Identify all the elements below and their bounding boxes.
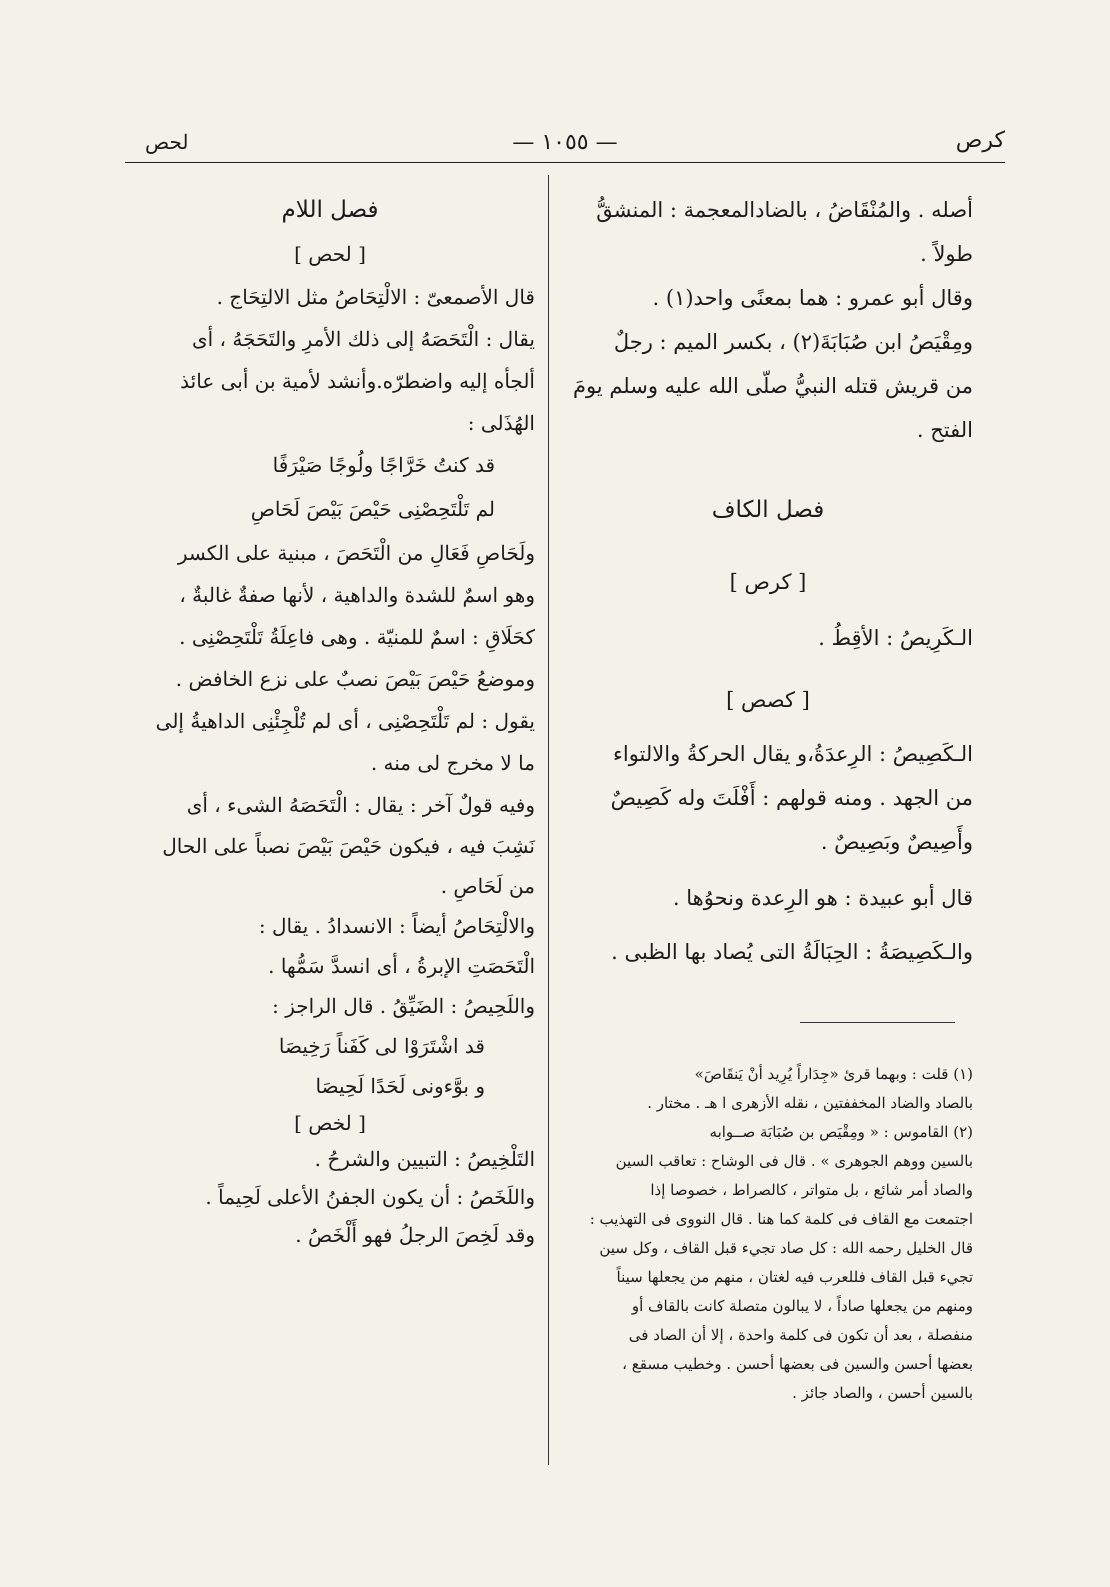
- page-number: — ١٠٥٥ —: [512, 130, 618, 155]
- text-line: ما لا مخرج لى منه .: [370, 751, 535, 775]
- right-column: [563, 188, 973, 974]
- text-line: الـكَصِيصُ : الرِعدَةُ،و يقال الحركةُ والالتواء: [612, 742, 973, 766]
- text-line: وهو اسمٌ للشدة والداهية ، لأنها صفةٌ غالبةٌ ،: [179, 583, 535, 607]
- entry-heading: [ كرص ]: [729, 570, 807, 594]
- left-column: [125, 188, 535, 1254]
- verse-line: لم تَلْتَحِصْنِى حَيْصَ بَيْصَ لَحَاصِ: [250, 497, 495, 521]
- text-line: واللَحِيصُ : الضَيِّقُ . قال الراجز :: [272, 994, 535, 1018]
- text-line: التَلْخِيصُ : التبيين والشرحُ .: [314, 1147, 535, 1171]
- text-line: ومِقْيَصُ ابن صُبَابَةَ(٢) ، بكسر الميم : رجلٌ: [613, 330, 973, 354]
- text-line: يقال : الْتَحَصَهُ إلى ذلك الأمرِ والتَحَجَهُ ، أى: [191, 327, 535, 351]
- text-line: يقول : لم تَلْتَحِصْنِى ، أى لم تُلْجِئْنِى الداهيةُ إلى: [155, 709, 535, 733]
- verse-line: قد اشْتَرَوْا لى كَفَناً رَخِيصَا: [278, 1034, 485, 1058]
- text-line: واللَخَصُ : أن يكون الجفنُ الأعلى لَحِيماً .: [205, 1185, 535, 1209]
- text-line: من قريش قتله النبيُّ صلّى الله عليه وسلم يومَ الفتح .: [572, 374, 973, 442]
- text-line: وأَصِيصٌ وبَصِيصٌ .: [820, 830, 973, 854]
- footnotes: [563, 1060, 973, 1408]
- text-line: ولَحَاصِ فَعَالِ من الْتَحَصَ ، مبنية على الكسر: [177, 541, 535, 565]
- page-header: [125, 128, 1005, 158]
- text-line: والالْتِحَاصُ أيضاً : الانسدادُ . يقال :: [258, 914, 535, 938]
- text-line: نَشِبَ فيه ، فيكون حَيْصَ بَيْصَ نصباً على الحال: [162, 834, 535, 858]
- footnote-line: (١) قلت : وبهما قرئ «جِدَاراً يُرِيد أنْ يَنقَاصَ»: [694, 1065, 973, 1083]
- footnote-line: والصاد أمر شائع ، بل متواتر ، كالصراط ، خصوصا إذا: [650, 1181, 973, 1199]
- column-divider: [548, 175, 549, 1465]
- text-line: قال الأصمعىّ : الالْتِحَاصُ مثل الالتِحَاج .: [216, 285, 535, 309]
- verse-line: قد كنتُ خَرَّاجًا ولُوجًا صَيْرَفًا: [272, 453, 495, 477]
- entry-heading: [ لحص ]: [294, 242, 366, 266]
- text-line: الْتَحَصَتِ الإبرةُ ، أى انسدَّ سَمُّها .: [268, 954, 535, 978]
- header-right-word: كرص: [955, 128, 1005, 153]
- entry-heading: [ لخص ]: [294, 1111, 366, 1135]
- text-line: وقد لَخِصَ الرجلُ فهو أَلْخَصُ .: [295, 1223, 535, 1247]
- text-line: أصله . والمُنْقَاضُ ، بالضادالمعجمة : المنشقُّ طولاً .: [596, 198, 973, 266]
- header-rule: [125, 162, 1005, 163]
- entry-heading: [ كصص ]: [726, 688, 810, 712]
- footnote-line: تجيء قبل القاف فللعرب فيه لغتان ، منهم من يجعلها سيناً: [616, 1268, 973, 1286]
- footnote-rule: [800, 1022, 955, 1023]
- header-left-word: لحص: [145, 130, 189, 154]
- footnote-line: ومنهم من يجعلها صاداً ، لا يبالون متصلة كانت بالقاف أو: [631, 1297, 973, 1315]
- footnote-line: منفصلة ، بعد أن تكون فى كلمة واحدة ، إلا أن الصاد فى: [628, 1326, 973, 1344]
- text-line: وفيه قولٌ آخر : يقال : الْتَحَصَهُ الشىء ، أى: [186, 793, 535, 817]
- footnote-line: اجتمعت مع القاف فى كلمة كما هنا . قال النووى فى التهذيب :: [589, 1210, 973, 1228]
- text-line: وموضعُ حَيْصَ بَيْصَ نصبٌ على نزع الخافض .: [175, 667, 535, 691]
- footnote-line: (٢) القاموس : « ومِقْيَص بن صُبَابَة صــوابه: [709, 1123, 973, 1141]
- section-title-kaf: فصل الكاف: [711, 497, 825, 523]
- section-title-lam: فصل اللام: [281, 197, 379, 223]
- text-line: وقال أبو عمرو : هما بمعنًى واحد(١) .: [652, 286, 973, 310]
- footnote-line: بالسين ووهم الجوهرى » . قال فى الوشاح : تعاقب السين: [615, 1152, 973, 1170]
- footnote-line: بالصاد والضاد المخففتين ، نقله الأزهرى ا هـ . مختار .: [647, 1094, 973, 1112]
- footnote-line: قال الخليل رحمه الله : كل صاد تجيء قبل القاف ، وكل سين: [599, 1239, 973, 1257]
- text-line: من لَحَاصِ .: [440, 874, 535, 898]
- footnote-line: بعضها أحسن والسين فى بعضها أحسن . وخطيب مسقع ،: [622, 1355, 973, 1373]
- footnote-line: بالسين أحسن ، والصاد جائز .: [792, 1384, 973, 1402]
- text-line: من الجهد . ومنه قولهم : أَفْلَتَ وله كَصِيصٌ: [610, 786, 973, 810]
- text-line: الـكَرِيصُ : الأقِطُ .: [818, 626, 973, 650]
- text-line: قال أبو عبيدة : هو الرِعدة ونحوُها .: [672, 886, 973, 910]
- text-line: والـكَصِيصَةُ : الحِبَالَةُ التى يُصاد بها الظبى .: [611, 940, 973, 964]
- text-line: ألجأه إليه واضطرّه.وأنشد لأمية بن أبى عائذ الهُذَلى :: [180, 369, 535, 435]
- text-line: كحَلَاقِ : اسمٌ للمنيّة . وهى فاعِلَةُ تَلْتَحِصْنِى .: [179, 625, 535, 649]
- verse-line: و بوَّءونى لَحَدًا لَحِيصَا: [315, 1074, 485, 1098]
